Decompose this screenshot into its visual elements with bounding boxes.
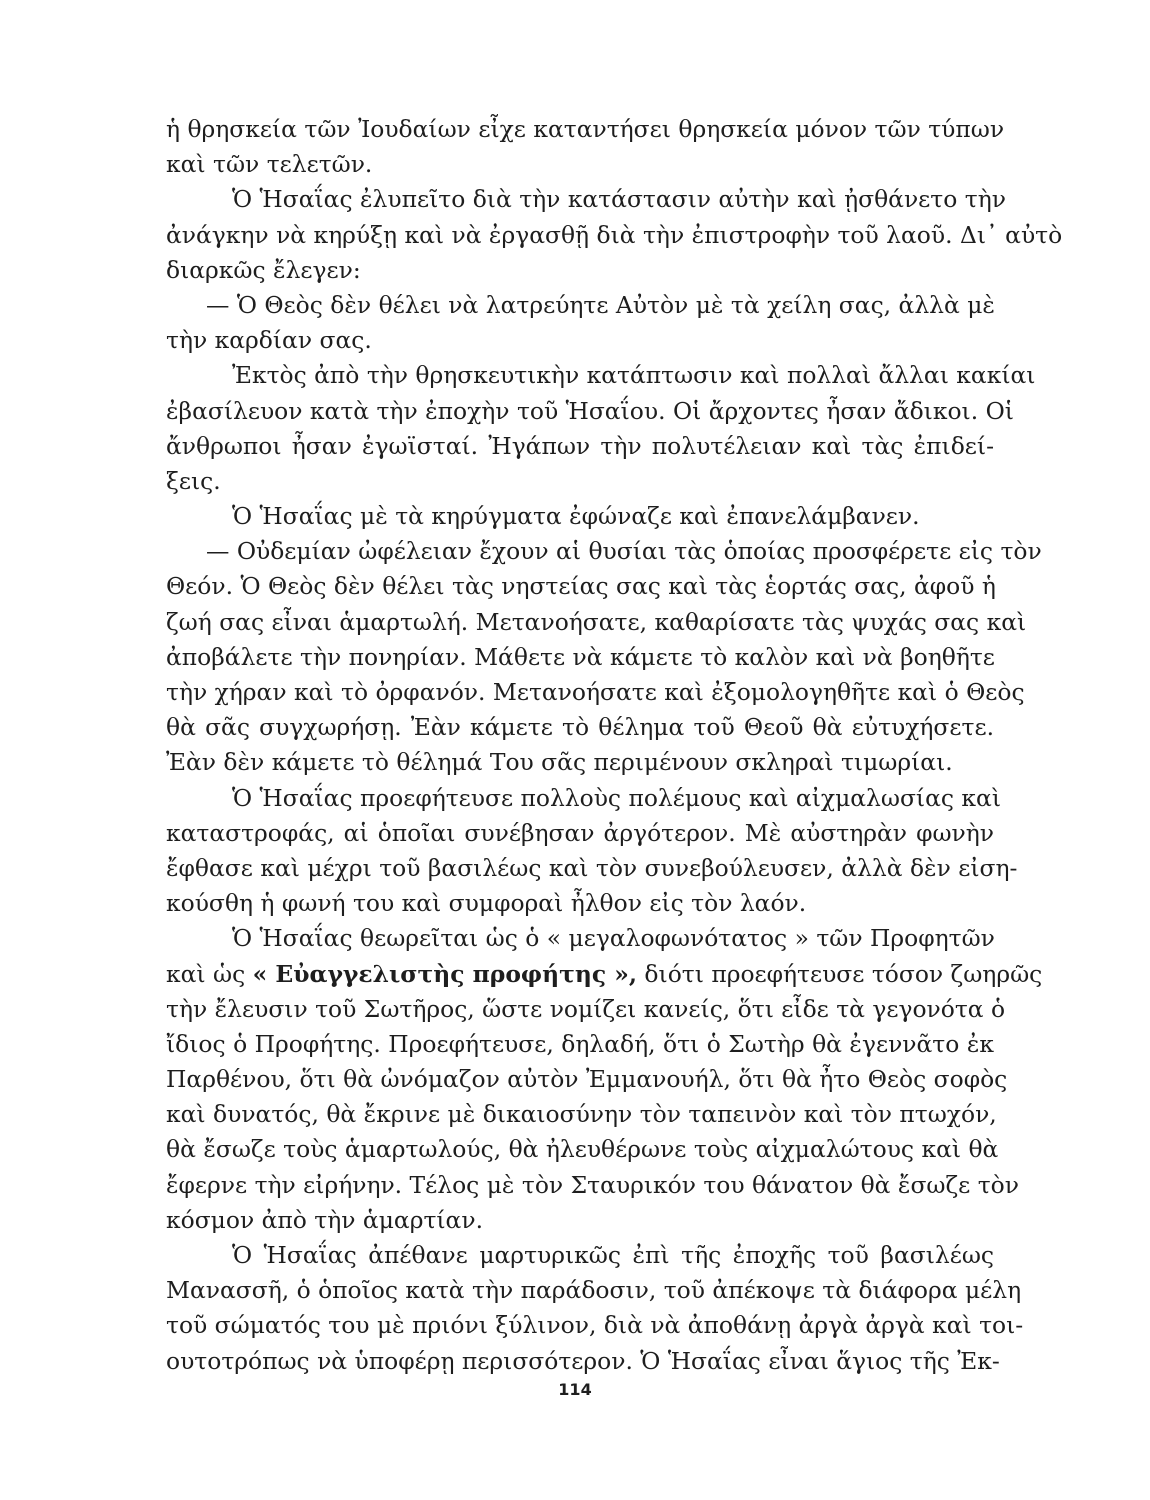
page-number: 114 [558,1380,592,1399]
text-line: θὰ ἔσωζε τοὺς ἁμαρτωλούς, θὰ ἠλευθέρωνε τοὺς αἰχμαλώτους καὶ θὰ [166,1135,999,1164]
text-line: διαρκῶς ἔλεγεν: [166,255,361,284]
text-line: Ἐὰν δὲν κάμετε τὸ θέλημά Του σᾶς περιμένουν σκληραὶ τιμωρίαι. [166,748,953,777]
text-line: τὴν ἔλευσιν τοῦ Σωτῆρος, ὥστε νομίζει κανείς, ὅτι εἶδε τὰ γεγονότα ὁ [166,994,1006,1023]
text-line: ἄνθρωποι ἦσαν ἐγωϊσταί. Ἠγάπων τὴν πολυτέλειαν καὶ τὰς ἐπιδεί- [166,431,994,460]
text-line: ἔφθασε καὶ μέχρι τοῦ βασιλέως καὶ τὸν συνεβούλευσεν, ἀλλὰ δὲν εἰση- [166,853,1018,882]
text-line: Παρθένου, ὅτι θὰ ὠνόμαζον αὐτὸν Ἐμμανουήλ, ὅτι θὰ ἦτο Θεὸς σοφὸς [166,1065,1008,1094]
body-text [166,112,1063,1379]
text-line: Ὁ Ἡσαΐας ἀπέθανε μαρτυρικῶς ἐπὶ τῆς ἐποχῆς τοῦ βασιλέως [232,1241,994,1269]
text-line: τὴν καρδίαν σας. [166,326,372,355]
text-line: θὰ σᾶς συγχωρήσῃ. Ἐὰν κάμετε τὸ θέλημα τοῦ Θεοῦ θὰ εὐτυχήσετε. [166,713,994,742]
line-prefix: καὶ ὡς [166,959,253,988]
text-line: — Οὐδεμίαν ὠφέλειαν ἔχουν αἱ θυσίαι τὰς ὁποίας προσφέρετε εἰς τὸν [206,537,1042,566]
text-line: ουτοτρόπως νὰ ὑποφέρῃ περισσότερον. Ὁ Ἡσαΐας εἶναι ἅγιος τῆς Ἐκ- [166,1346,1000,1375]
text-line: Ἐκτὸς ἀπὸ τὴν θρησκευτικὴν κατάπτωσιν καὶ πολλαὶ ἄλλαι κακίαι [232,361,1036,390]
text-line: ἴδιος ὁ Προφήτης. Προεφήτευσε, δηλαδή, ὅτι ὁ Σωτὴρ θὰ ἐγεννᾶτο ἐκ [166,1029,994,1058]
text-line: ἡ θρησκεία τῶν Ἰουδαίων εἶχε καταντήσει θρησκεία μόνον τῶν τύπων [166,115,1005,143]
text-line: ξεις. [166,466,221,495]
text-line: ἐβασίλευον κατὰ τὴν ἐποχὴν τοῦ Ἡσαΐου. Οἱ ἄρχοντες ἦσαν ἄδικοι. Οἱ [166,396,1014,425]
bold-phrase: « Εὐαγγελιστὴς προφήτης », [252,959,637,988]
text-line: Ὁ Ἡσαΐας ἐλυπεῖτο διὰ τὴν κατάστασιν αὐτὴν καὶ ᾐσθάνετο τὴν [232,185,1006,214]
text-line-with-emphasis [166,957,1043,992]
text-line: ἀποβάλετε τὴν πονηρίαν. Μάθετε νὰ κάμετε τὸ καλὸν καὶ νὰ βοηθῆτε [166,642,995,671]
text-line: κούσθη ἡ φωνή του καὶ συμφοραὶ ἦλθον εἰς τὸν λαόν. [166,889,807,918]
text-line: — Ὁ Θεὸς δὲν θέλει νὰ λατρεύητε Αὐτὸν μὲ τὰ χείλη σας, ἀλλὰ μὲ [206,290,995,319]
text-line: Ὁ Ἡσαΐας μὲ τὰ κηρύγματα ἐφώναζε καὶ ἐπανελάμβανεν. [232,502,920,531]
text-line: καὶ τῶν τελετῶν. [166,150,373,179]
text-line: τὴν χήραν καὶ τὸ ὀρφανόν. Μετανοήσατε καὶ ἐξομολογηθῆτε καὶ ὁ Θεὸς [166,678,1025,706]
text-line: τοῦ σώματός του μὲ πριόνι ξύλινον, διὰ νὰ ἀποθάνῃ ἀργὰ ἀργὰ καὶ τοι- [166,1311,1024,1340]
text-line: καταστροφάς, αἱ ὁποῖαι συνέβησαν ἀργότερον. Μὲ αὐστηρὰν φωνὴν [166,818,994,847]
line-suffix: διότι προεφήτευσε τόσον ζωηρῶς [637,959,1043,988]
text-line: ἔφερνε τὴν εἰρήνην. Τέλος μὲ τὸν Σταυρικόν του θάνατον θὰ ἔσωζε τὸν [166,1170,1019,1199]
text-line: Ὁ Ἡσαΐας θεωρεῖται ὡς ὁ « μεγαλοφωνότατος » τῶν Προφητῶν [232,924,995,953]
text-line: Ὁ Ἡσαΐας προεφήτευσε πολλοὺς πολέμους καὶ αἰχμαλωσίας καὶ [232,783,1002,812]
text-line: ζωή σας εἶναι ἁμαρτωλή. Μετανοήσατε, καθαρίσατε τὰς ψυχάς σας καὶ [166,607,1027,636]
text-line: ἀνάγκην νὰ κηρύξῃ καὶ νὰ ἐργασθῇ διὰ τὴν ἐπιστροφὴν τοῦ λαοῦ. Δι᾽ αὐτὸ [166,220,1063,249]
text-line: κόσμον ἀπὸ τὴν ἁμαρτίαν. [166,1205,484,1234]
text-line: Θεόν. Ὁ Θεὸς δὲν θέλει τὰς νηστείας σας καὶ τὰς ἑορτάς σας, ἀφοῦ ἡ [166,572,996,601]
text-line: καὶ δυνατός, θὰ ἔκρινε μὲ δικαιοσύνην τὸν ταπεινὸν καὶ τὸν πτωχόν, [166,1100,997,1129]
text-line: Μανασσῆ, ὁ ὁποῖος κατὰ τὴν παράδοσιν, τοῦ ἀπέκοψε τὰ διάφορα μέλη [166,1276,1022,1305]
